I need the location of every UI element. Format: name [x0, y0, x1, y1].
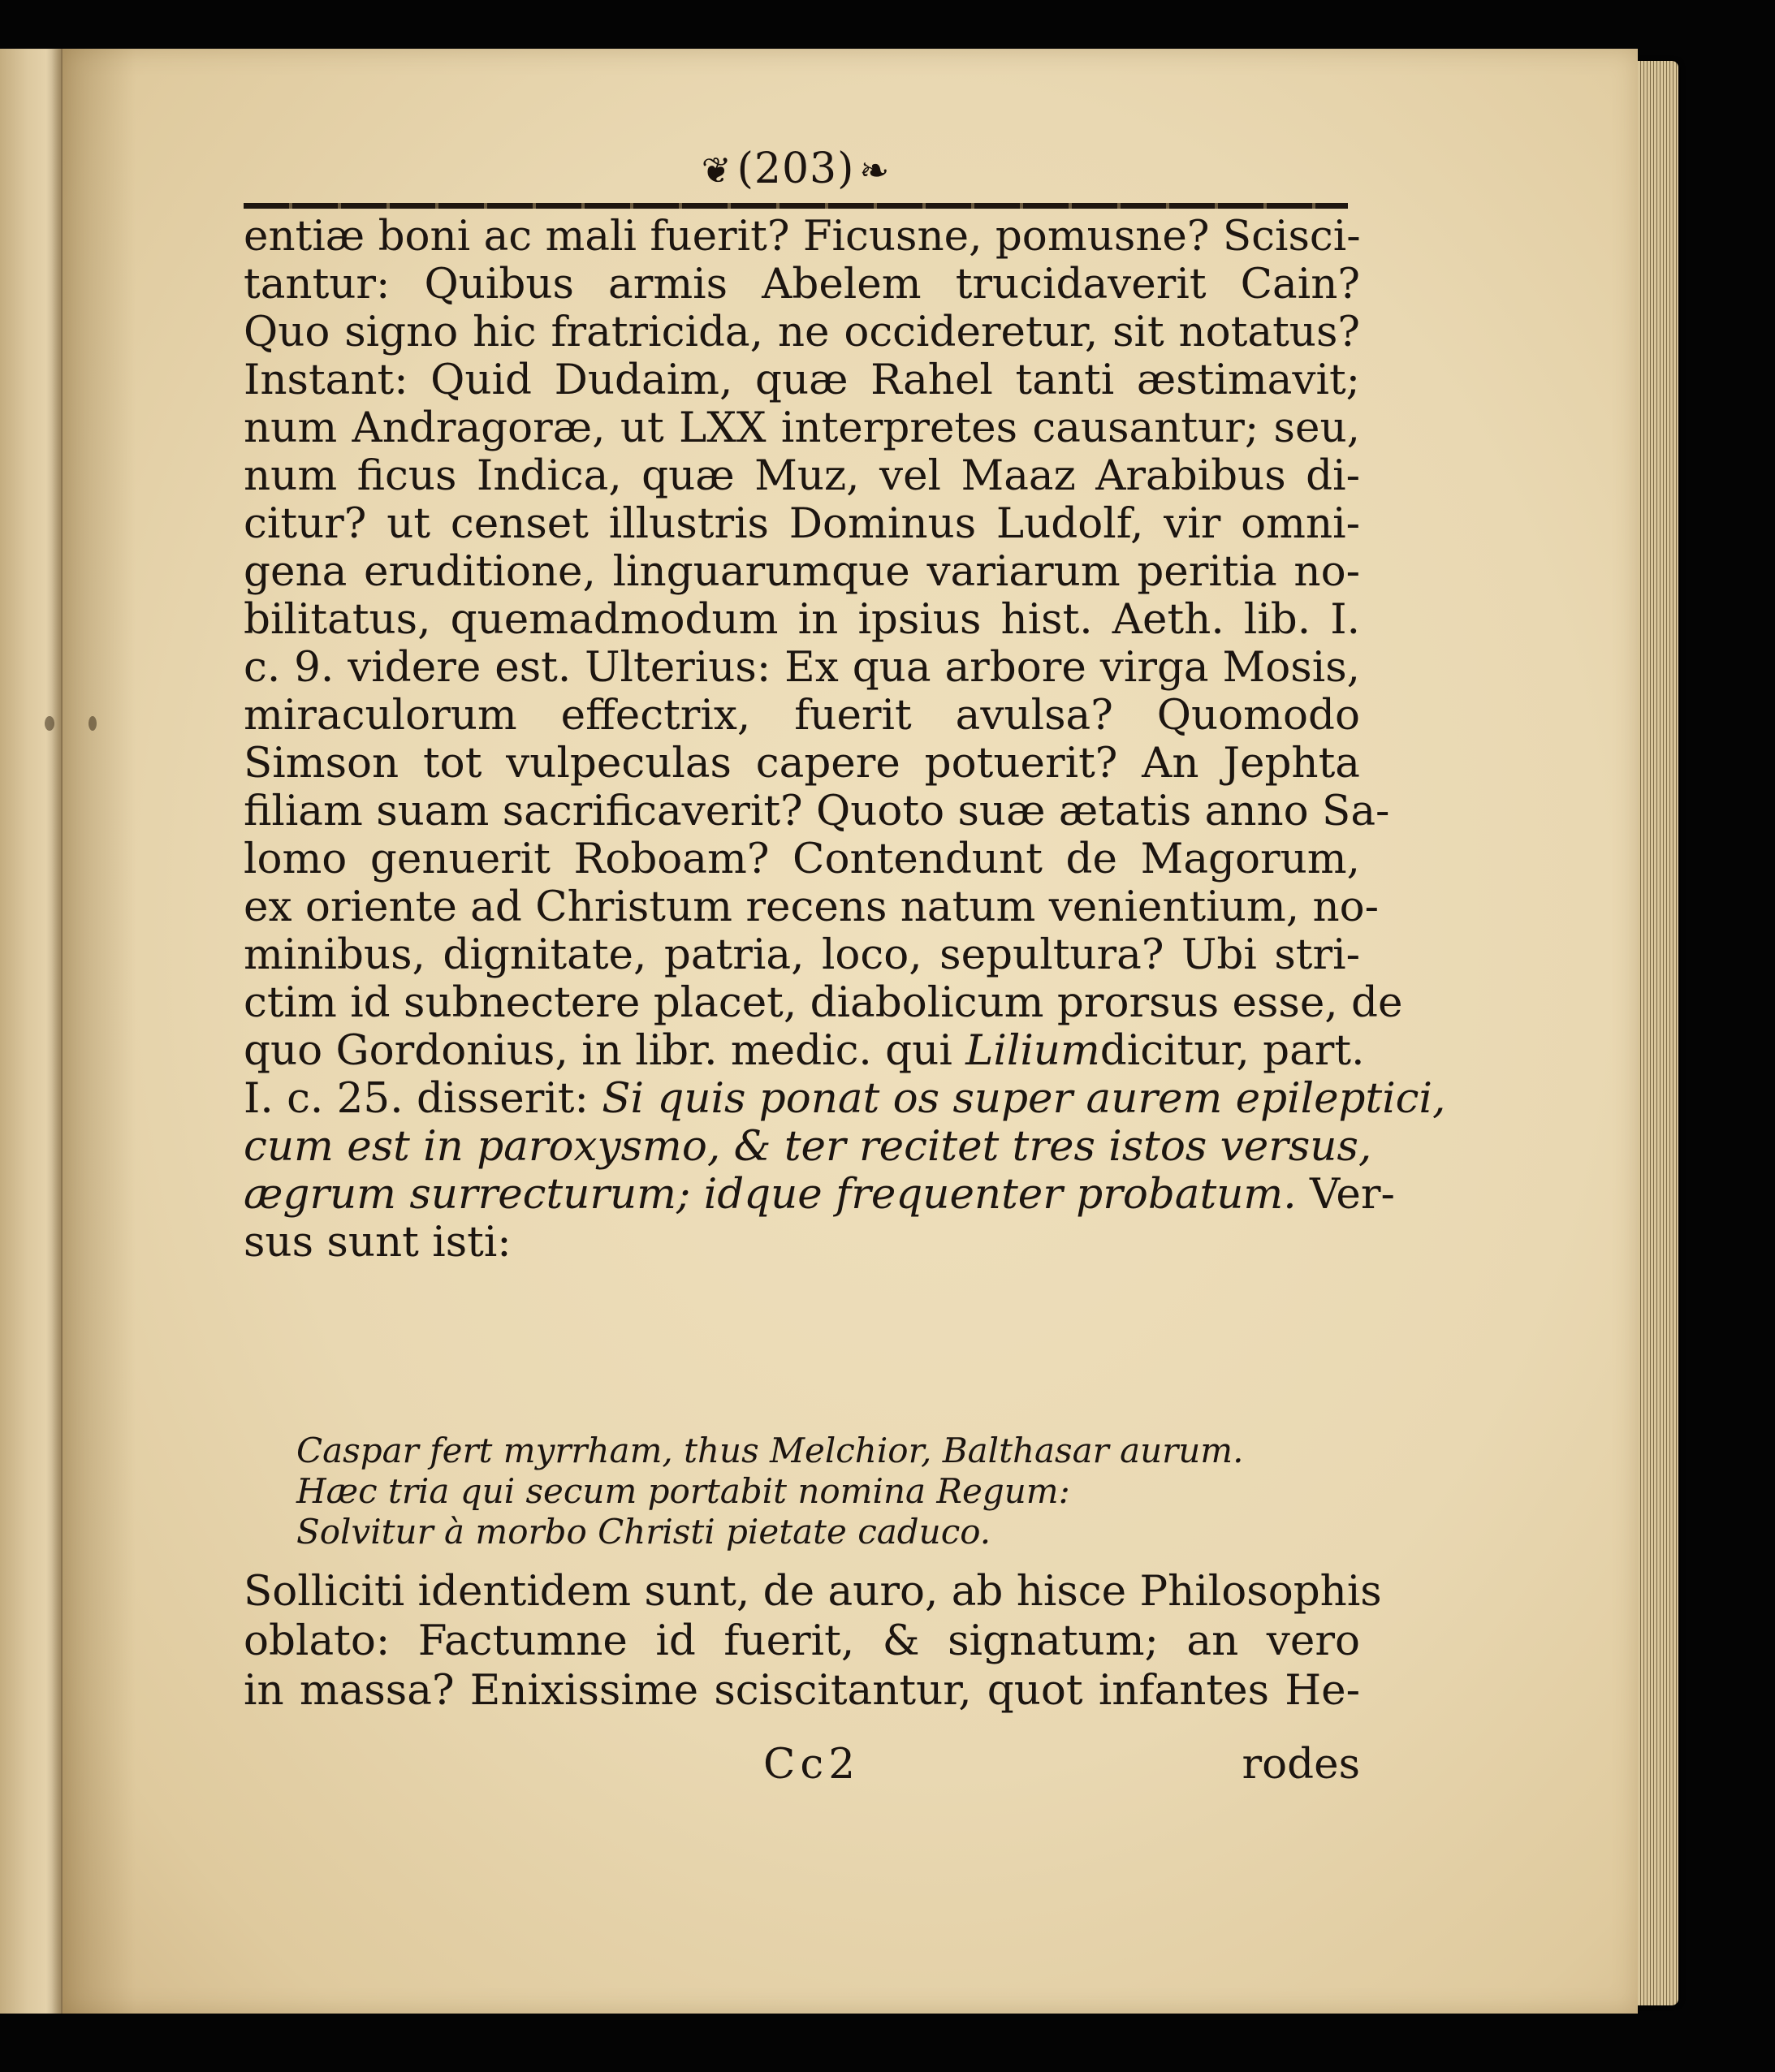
margin-mark — [45, 716, 54, 731]
book-title-lilium: Lilium — [965, 1026, 1100, 1075]
ornament-left-icon: ❦ — [701, 150, 732, 192]
text-line: filiam suam sacrificaverit? Quoto suæ ætatis anno Sa- — [244, 787, 1390, 835]
verse-block — [296, 1431, 1352, 1552]
fold-shadow — [46, 49, 61, 2014]
text-line: gena eruditione, linguarumque variarum peritia no- — [244, 547, 1360, 596]
margin-mark — [89, 716, 97, 731]
text-line: oblato: Factumne id fuerit, & signatum; an vero — [244, 1617, 1360, 1665]
text-segment: I. c. 25. disserit: — [244, 1074, 589, 1123]
quotation-italic: Si quis ponat os super aurem epileptici, — [602, 1074, 1446, 1123]
text-line: citur? ut censet illustris Dominus Ludolf, vir omni- — [244, 499, 1360, 548]
text-segment: dicitur, part. — [1099, 1026, 1365, 1075]
body-text-continued — [244, 1567, 1382, 1716]
header-rule — [244, 203, 1348, 209]
page-number-close: ) — [837, 145, 855, 193]
facing-page-edge — [0, 49, 63, 2014]
text-line: Solliciti identidem sunt, de auro, ab hisce Philosophis — [244, 1567, 1382, 1616]
page-block-edges — [1638, 61, 1678, 2005]
text-line: tantur: Quibus armis Abelem trucidaverit Cain? — [244, 260, 1360, 309]
text-line: ctim id subnectere placet, diabolicum prorsus esse, de — [244, 978, 1403, 1027]
text-line: num Andragoræ, ut LXX interpretes causantur; seu, — [244, 404, 1360, 452]
text-line: minibus, dignitate, patria, loco, sepultura? Ubi stri- — [244, 930, 1360, 979]
text-line: lomo genuerit Roboam? Contendunt de Magorum, — [244, 835, 1360, 883]
quotation-italic: ægrum surrecturum; idque frequenter probatum. — [244, 1170, 1297, 1219]
text-line: num ficus Indica, quæ Muz, vel Maaz Arabibus di- — [244, 451, 1360, 500]
text-line: Simson tot vulpeculas capere potuerit? An Jephta — [244, 739, 1360, 788]
gutter-shadow — [63, 49, 136, 2014]
verse-line: Solvitur à morbo Christi pietate caduco. — [296, 1512, 991, 1552]
page-footer — [244, 1740, 1360, 1797]
text-line: in massa? Enixissime sciscitantur, quot infantes He- — [244, 1666, 1360, 1715]
text-line: Instant: Quid Dudaim, quæ Rahel tanti æstimavit; — [244, 356, 1360, 404]
signature-mark: Cc2 — [763, 1740, 861, 1789]
page-number: 203 — [754, 145, 838, 193]
text-line: ex oriente ad Christum recens natum venientium, no- — [244, 883, 1380, 931]
body-text — [244, 212, 1446, 1267]
page-header — [244, 145, 1348, 209]
text-line: c. 9. videre est. Ulterius: Ex qua arbore virga Mosis, — [244, 643, 1360, 692]
text-line-mixed — [244, 1074, 1446, 1123]
text-segment: Ver- — [1309, 1170, 1395, 1219]
quotation-line: cum est in paroxysmo, & ter recitet tres istos versus, — [244, 1122, 1372, 1171]
text-line: miraculorum effectrix, fuerit avulsa? Quomodo — [244, 691, 1360, 740]
text-line: bilitatus, quemadmodum in ipsius hist. Aeth. lib. I. — [244, 595, 1360, 644]
text-line-mixed — [244, 1026, 1365, 1075]
ornament-right-icon: ❧ — [859, 150, 891, 192]
verse-line: Caspar fert myrrham, thus Melchior, Balthasar aurum. — [296, 1431, 1244, 1470]
text-line-mixed — [244, 1170, 1395, 1219]
text-line: Quo signo hic fratricida, ne occideretur, sit notatus? — [244, 308, 1360, 356]
verse-line: Hæc tria qui secum portabit nomina Regum: — [296, 1471, 1070, 1511]
page-number-open: ( — [736, 145, 754, 193]
folio-line — [244, 145, 1348, 193]
text-segment: quo Gordonius, in libr. medic. qui — [244, 1026, 952, 1075]
catchword: rodes — [1242, 1740, 1360, 1789]
text-line: entiæ boni ac mali fuerit? Ficusne, pomusne? Scisci- — [244, 212, 1361, 261]
text-line: sus sunt isti: — [244, 1218, 512, 1267]
